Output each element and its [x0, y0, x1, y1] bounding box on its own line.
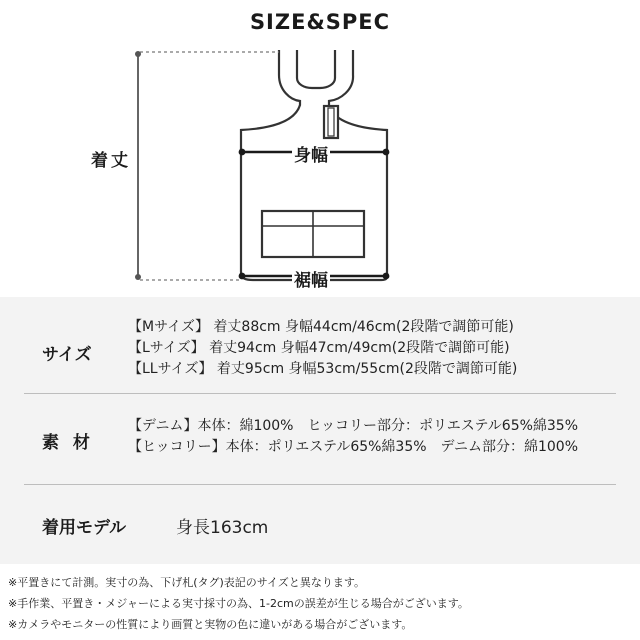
material-line-denim: 【デニム】本体：綿100% ヒッコリー部分：ポリエステル65%綿35%	[128, 418, 579, 434]
spec-table	[0, 297, 640, 564]
material-line-hickory: 【ヒッコリー】本体：ポリエステル65%綿35% デニム部分：綿100%	[128, 439, 579, 455]
chest-label: 身幅	[292, 141, 330, 166]
material-row-label: 素 材	[42, 433, 94, 453]
hem-label: 裾幅	[292, 266, 330, 291]
size-row	[24, 317, 616, 383]
model-row-label: 着用モデル	[42, 518, 127, 538]
length-label: 着丈	[89, 146, 133, 171]
model-row-value: 身長163cm	[176, 518, 269, 538]
note-item: ※カメラやモニターの性質により画質と実物の色に違いがある場合がございます。	[8, 618, 413, 631]
material-row	[24, 416, 616, 460]
notes	[8, 572, 469, 635]
model-row	[24, 513, 616, 539]
divider	[24, 484, 616, 485]
note-item: ※平置きにて計測。実寸の為、下げ札(タグ)表記のサイズと異なります。	[8, 576, 366, 589]
divider	[24, 393, 616, 394]
chest-pocket	[324, 106, 338, 138]
note-item: ※手作業、平置き・メジャーによる実寸採寸の為、1-2cmの誤差が生じる場合がございます。	[8, 597, 469, 610]
size-row-values	[128, 317, 517, 380]
size-line-m: 【Mサイズ】 着丈88cm 身幅44cm/46cm(2段階で調節可能)	[128, 319, 514, 335]
size-row-label: サイズ	[42, 345, 92, 365]
size-line-ll: 【LLサイズ】 着丈95cm 身幅53cm/55cm(2段階で調節可能)	[128, 361, 518, 377]
page-title: SIZE&SPEC	[249, 10, 391, 34]
size-line-l: 【Lサイズ】 着丈94cm 身幅47cm/49cm(2段階で調節可能)	[128, 340, 510, 356]
material-row-values	[128, 416, 578, 458]
